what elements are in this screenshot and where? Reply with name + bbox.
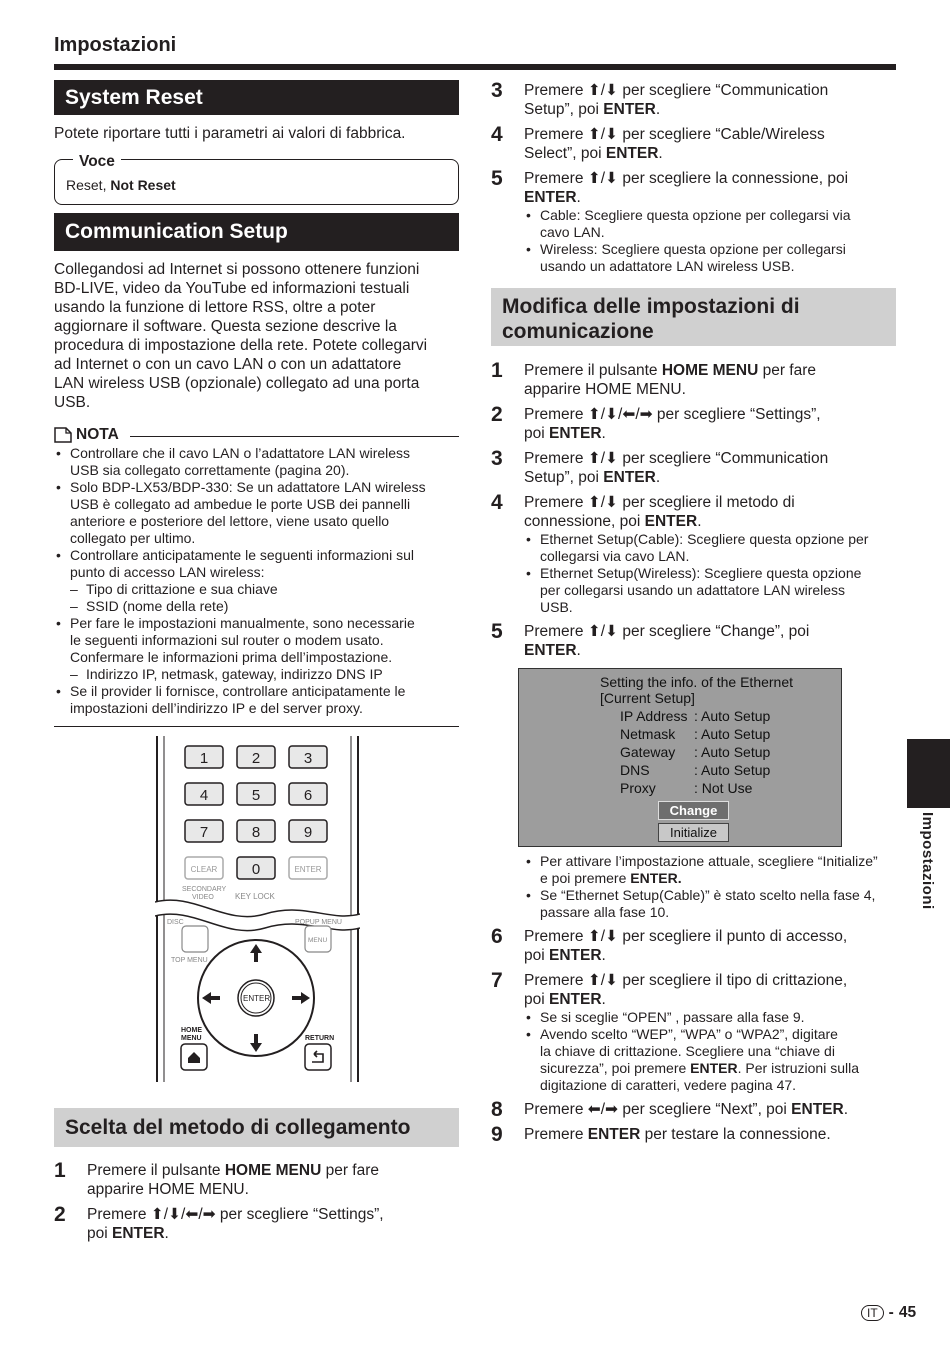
initialize-button[interactable]: Initialize: [658, 823, 729, 842]
paragraph-line: BD-LIVE, video da YouTube ed informazioni testuali: [54, 280, 410, 297]
home-menu-label-2: MENU: [181, 1035, 202, 1042]
step-number: 4: [491, 491, 503, 514]
rt-step-4: [491, 125, 896, 163]
t: HOME MENU: [661, 362, 759, 379]
t: .: [655, 469, 661, 486]
enter-key-label: ENTER: [243, 994, 271, 1003]
t: per collegarsi usando un adattatore LAN wireless: [540, 582, 846, 598]
bullet: [524, 1009, 859, 1026]
paragraph-line: usando la funzione di lettore RSS, oltre a poter: [54, 299, 376, 316]
t: ENTER: [690, 1060, 738, 1076]
step-text: [524, 449, 828, 487]
remote-key-label: ENTER: [294, 865, 322, 874]
t: Premere: [524, 1126, 588, 1143]
t: collegarsi via cavo LAN.: [540, 548, 690, 564]
step-text: [524, 405, 821, 443]
step-number: 2: [491, 403, 503, 426]
home-menu-label-1: HOME: [181, 1027, 202, 1034]
t: e poi premere: [540, 870, 631, 886]
t: la chiave di crittazione. Scegliere una “chiave di: [540, 1043, 835, 1059]
step-text: [524, 493, 868, 616]
nota-dash-item: – Tipo di crittazione e sua chiave: [54, 581, 459, 598]
setting-value: : Auto Setup: [694, 726, 771, 742]
nota-heading: [54, 426, 119, 444]
nota-bottom-rule: [54, 726, 459, 727]
setting-key: Netmask: [620, 726, 676, 742]
mod-step-7: [491, 971, 896, 1094]
t: .: [655, 101, 661, 118]
t: . Per istruzioni sulla: [737, 1060, 860, 1076]
t: .: [164, 1225, 169, 1242]
communication-setup-paragraph: [54, 260, 427, 412]
note-icon: [54, 427, 72, 443]
nota-line: USB sia collegato correttamente (pagina 20).: [70, 462, 350, 478]
t: Premere ⬆/⬇ per scegliere “Cable/Wireless: [524, 126, 825, 143]
remote-key-label: 9: [303, 824, 313, 841]
remote-key-label: 3: [303, 750, 313, 767]
t: usando un adattatore LAN wireless USB.: [540, 258, 795, 274]
t: passare alla fase 10.: [540, 904, 670, 920]
t: Se si sceglie “OPEN” , passare alla fase 9.: [540, 1009, 805, 1025]
bullet: [524, 1026, 859, 1094]
mod-step-8: [491, 1100, 896, 1119]
nota-line: Confermare le informazioni prima dell’impostazione.: [70, 649, 393, 665]
t: ENTER: [549, 425, 602, 442]
t: poi: [87, 1225, 112, 1242]
page-header: Impostazioni: [54, 34, 177, 56]
t: apparire HOME MENU.: [87, 1181, 249, 1198]
screen-setting-row: [620, 707, 770, 725]
t: Setting the info. of the Ethernet: [600, 674, 794, 690]
t: ENTER: [549, 991, 602, 1008]
t: cavo LAN.: [540, 224, 605, 240]
bullet: [524, 531, 868, 565]
menu-key-label: MENU: [308, 937, 328, 944]
setting-key: DNS: [620, 762, 650, 778]
remote-key-label: 8: [251, 824, 261, 841]
t: comunicazione: [502, 320, 654, 343]
t: ENTER: [524, 642, 577, 659]
t: Per attivare l’impostazione attuale, scegliere “Initialize”: [540, 853, 878, 869]
step-number: 4: [491, 123, 503, 146]
t: Premere ⬆/⬇/⬅/➡ per scegliere “Settings”,: [87, 1206, 384, 1223]
setting-value: : Not Use: [694, 780, 753, 796]
step-number: 1: [491, 359, 503, 382]
paragraph-line: procedura di impostazione della rete. Potete collegarvi: [54, 337, 428, 354]
side-tab-label: Impostazioni: [919, 812, 936, 910]
side-tab-marker: [907, 739, 950, 808]
system-reset-heading: System Reset: [54, 80, 459, 115]
rt-step-3: [491, 81, 896, 119]
voce-value-default: Not Reset: [110, 177, 176, 193]
t: .: [843, 1101, 849, 1118]
setting-key: IP Address: [620, 708, 688, 724]
top-menu-label: TOP MENU: [171, 957, 208, 964]
disc-label: DISC: [167, 919, 184, 926]
mod-step-9: [491, 1125, 896, 1144]
step-text: [524, 971, 859, 1094]
voce-label: Voce: [73, 153, 121, 171]
language-badge: IT: [861, 1305, 884, 1321]
bullets: [524, 1009, 859, 1094]
mod-step-4: [491, 493, 896, 616]
bullets: [524, 207, 851, 275]
t: poi: [524, 991, 549, 1008]
t: .: [576, 189, 581, 206]
step-number: 5: [491, 167, 503, 190]
page-number: [861, 1304, 916, 1322]
modifica-steps-b: [524, 853, 896, 921]
nota-rule: [130, 436, 459, 437]
t: Wireless: Scegliere questa opzione per collegarsi: [540, 241, 846, 257]
t: .: [601, 425, 606, 442]
bullet: [524, 853, 896, 887]
screen-title: [600, 674, 793, 706]
t: per testare la connessione.: [640, 1126, 831, 1143]
setting-value: : Auto Setup: [694, 708, 771, 724]
step-text: [524, 169, 851, 275]
t: ENTER: [112, 1225, 165, 1242]
t: Premere ⬆/⬇ per scegliere il metodo di: [524, 494, 795, 511]
t: sicurezza”, poi premere: [540, 1060, 691, 1076]
header-rule: [54, 64, 896, 70]
t: connessione, poi: [524, 513, 645, 530]
t: Premere ⬅/➡ per scegliere “Next”, poi: [524, 1101, 792, 1118]
nota-bullet: • Solo BDP-LX53/BDP-330: Se un adattatore LAN wireless: [54, 479, 459, 496]
t: Select”, poi: [524, 145, 606, 162]
t: Se “Ethernet Setup(Cable)” è stato scelto nella fase 4,: [540, 887, 876, 903]
step-number: 2: [54, 1203, 66, 1226]
t: digitazione di caratteri, vedere pagina 47.: [540, 1077, 797, 1093]
screen-setting-row: [620, 725, 770, 743]
t: Ethernet Setup(Cable): Scegliere questa opzione per: [540, 531, 869, 547]
remote-key-label: 6: [303, 787, 313, 804]
step-text: [524, 622, 809, 660]
remote-key-label: 7: [199, 824, 209, 841]
t: .: [658, 145, 663, 162]
t: Premere il pulsante: [87, 1162, 225, 1179]
t: ENTER: [644, 513, 698, 530]
popup-menu-label: POPUP MENU: [295, 919, 342, 926]
communication-setup-heading: Communication Setup: [54, 213, 459, 251]
bullets: [524, 531, 868, 616]
t: Premere ⬆/⬇ per scegliere “Communication: [524, 450, 829, 467]
t: ENTER: [603, 101, 656, 118]
t: Ethernet Setup(Wireless): Scegliere questa opzione: [540, 565, 862, 581]
mod-step-2: [491, 405, 896, 443]
nota-line: le seguenti informazioni sul router o modem usato.: [70, 632, 384, 648]
t: Premere ⬆/⬇ per scegliere il punto di accesso,: [524, 928, 848, 945]
remote-key-label: 4: [199, 787, 209, 804]
t: ENTER: [524, 189, 577, 206]
remote-key-label: 0: [251, 861, 261, 878]
mod-step-3: [491, 449, 896, 487]
t: Cable: Scegliere questa opzione per collegarsi via: [540, 207, 851, 223]
bullet: [524, 207, 851, 241]
t: per fare: [758, 362, 817, 379]
voce-value-text: Reset,: [66, 177, 111, 193]
voce-value: [66, 177, 176, 193]
screen-setting-row: [620, 779, 752, 797]
scelta-steps: [54, 1161, 459, 1243]
t: ENTER: [587, 1126, 641, 1143]
bullet: [524, 241, 851, 275]
setting-key: Gateway: [620, 744, 676, 760]
key-lock-label: KEY LOCK: [235, 892, 275, 901]
t: Modifica delle impostazioni di: [502, 295, 800, 318]
t: ENTER: [605, 145, 659, 162]
t: ENTER.: [630, 870, 682, 886]
t: Premere ⬆/⬇/⬅/➡ per scegliere “Settings”,: [524, 406, 821, 423]
step-number: 1: [54, 1159, 66, 1182]
screen-setting-row: [620, 761, 770, 779]
step-text: [87, 1205, 384, 1243]
page-number-value: 45: [898, 1304, 917, 1321]
t: Premere ⬆/⬇ per scegliere “Communication: [524, 82, 829, 99]
step-text: [524, 125, 825, 163]
nota-line: USB è collegato ad ambedue le porte USB dei pannelli: [70, 496, 411, 512]
bullet: [524, 887, 896, 921]
secondary-video-label: SECONDARY: [182, 886, 227, 893]
paragraph-line: Collegandosi ad Internet si possono ottenere funzioni: [54, 261, 420, 278]
step-text: [524, 927, 847, 965]
nota-line: punto di accesso LAN wireless:: [70, 564, 265, 580]
t: [Current Setup]: [600, 690, 695, 706]
nota-dash-item: – SSID (nome della rete): [54, 598, 459, 615]
scelta-heading: Scelta del metodo di collegamento: [54, 1108, 459, 1147]
paragraph-line: aggiornare il software. Questa sezione descrive la: [54, 318, 397, 335]
secondary-video-label-2: VIDEO: [192, 894, 214, 901]
t: Premere ⬆/⬇ per scegliere il tipo di crittazione,: [524, 972, 848, 989]
step-text: [524, 81, 828, 119]
step-text: [87, 1161, 379, 1199]
t: poi: [524, 425, 549, 442]
paragraph-line: ad Internet o con un cavo LAN o con un adattatore: [54, 356, 402, 373]
t: ENTER: [549, 947, 602, 964]
t: apparire HOME MENU.: [524, 381, 686, 398]
remote-key-label: 1: [199, 750, 209, 767]
nota-bullet: • Se il provider li fornisce, controllare anticipatamente le: [54, 683, 459, 700]
rt-step-5: [491, 169, 896, 275]
step-number: 5: [491, 620, 503, 643]
step-number: 3: [491, 79, 503, 102]
scelta-step-2: [54, 1205, 459, 1243]
remote-key-label: CLEAR: [190, 865, 218, 874]
t: ENTER: [603, 469, 656, 486]
scelta-step-1: [54, 1161, 459, 1199]
return-button[interactable]: [305, 1044, 331, 1070]
t: Setup”, poi: [524, 469, 604, 486]
step-text: [524, 361, 816, 399]
screen-setting-row: [620, 743, 770, 761]
t: USB.: [540, 599, 573, 615]
nota-line: collegato per ultimo.: [70, 530, 196, 546]
step-number: 7: [491, 969, 503, 992]
paragraph-line: USB.: [54, 394, 91, 411]
nota-bullet: • Controllare che il cavo LAN o l’adattatore LAN wireless: [54, 445, 459, 462]
setting-value: : Auto Setup: [694, 744, 771, 760]
modifica-steps-c: [491, 927, 896, 1144]
top-menu-button[interactable]: [182, 926, 208, 952]
modifica-heading: [491, 288, 896, 346]
nota-line: impostazioni dell’indirizzo IP e del server proxy.: [70, 700, 363, 716]
mod-step-1: [491, 361, 896, 399]
remote-key-label: 5: [251, 787, 261, 804]
t: .: [576, 642, 581, 659]
t: Setup”, poi: [524, 101, 604, 118]
t: Avendo scelto “WEP”, “WPA” o “WPA2”, digitare: [540, 1026, 838, 1042]
page-sep: -: [888, 1304, 894, 1321]
system-reset-desc: Potete riportare tutti i parametri ai valori di fabbrica.: [54, 125, 406, 142]
return-label: RETURN: [305, 1035, 335, 1042]
t: poi: [524, 947, 549, 964]
t: Premere ⬆/⬇ per scegliere “Change”, poi: [524, 623, 810, 640]
t: .: [601, 947, 606, 964]
setting-value: : Auto Setup: [694, 762, 771, 778]
remote-control-illustration: [155, 736, 360, 1082]
bullets: [524, 853, 896, 921]
nota-dash-item: – Indirizzo IP, netmask, gateway, indirizzo DNS IP: [54, 666, 459, 683]
step-text: [524, 1100, 848, 1119]
step-text: [524, 1125, 831, 1144]
mod-step-6: [491, 927, 896, 965]
nota-list: [54, 445, 459, 717]
cable-wireless-steps: [491, 81, 896, 275]
bullet: [524, 565, 868, 616]
remote-key-label: 2: [251, 750, 261, 767]
change-button[interactable]: Change: [658, 801, 729, 820]
t: per fare: [321, 1162, 380, 1179]
nota-line: anteriore e posteriore del lettore, viene usato quello: [70, 513, 390, 529]
nota-title-text: NOTA: [76, 426, 119, 443]
t: .: [697, 513, 702, 530]
t: .: [601, 991, 606, 1008]
step-number: 9: [491, 1123, 503, 1146]
nota-bullet: • Controllare anticipatamente le seguenti informazioni sul: [54, 547, 459, 564]
ethernet-settings-screen: [518, 668, 842, 847]
setting-key: Proxy: [620, 780, 656, 796]
step-number: 6: [491, 925, 503, 948]
t: HOME MENU: [224, 1162, 322, 1179]
modifica-steps-a: [491, 361, 896, 660]
nota-bullet: • Per fare le impostazioni manualmente, sono necessarie: [54, 615, 459, 632]
step-number: 8: [491, 1098, 503, 1121]
t: Premere ⬆/⬇ per scegliere la connessione, poi: [524, 170, 849, 187]
step-number: 3: [491, 447, 503, 470]
paragraph-line: LAN wireless USB (opzionale) collegato ad una porta: [54, 375, 420, 392]
t: ENTER: [791, 1101, 844, 1118]
t: Premere il pulsante: [524, 362, 662, 379]
mod-step-5: [491, 622, 896, 660]
